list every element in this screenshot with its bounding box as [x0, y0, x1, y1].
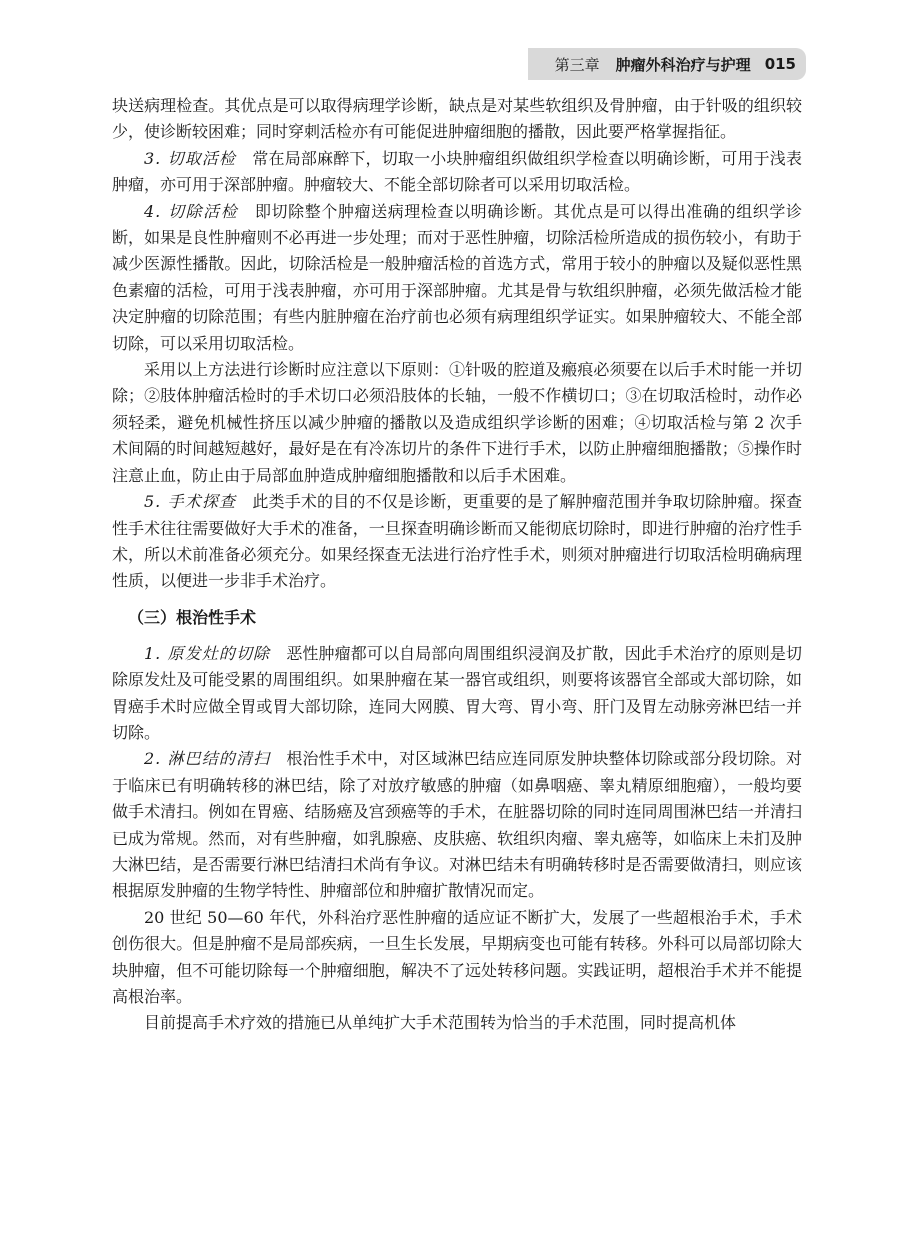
paragraph: 采用以上方法进行诊断时应注意以下原则：①针吸的腔道及瘢痕必须要在以后手术时能一并切除；②肢体肿瘤活检时的手术切口必须沿肢体的长轴，一般不作横切口；③在切取活检时，动作必须轻柔，避免机械性挤压以减少肿瘤的播散以及造成组织学诊断的困难；④切取活检与第 2 次手术间隔的时间越短越好，最好是在有冷冻切片的条件下进行手术，以防止肿瘤细胞播散；⑤操作时注意止血，防止由于局部血肿造成肿瘤细胞播散和以后手术困难。 — [112, 360, 802, 485]
paragraph — [112, 199, 802, 357]
paragraph: 块送病理检查。其优点是可以取得病理学诊断，缺点是对某些软组织及骨肿瘤，由于针吸的组织较少，使诊断较困难；同时穿刺活检亦有可能促进肿瘤细胞的播散，因此要严格掌握指征。 — [112, 96, 802, 142]
paragraph: 20 世纪 50—60 年代，外科治疗恶性肿瘤的适应证不断扩大，发展了一些超根治手术，手术创伤很大。但是肿瘤不是局部疾病，一旦生长发展，早期病变也可能有转移。外科可以局部切除大块肿瘤，但不可能切除每一个肿瘤细胞，解决不了远处转移问题。实践证明，超根治手术并不能提高根治率。 — [112, 907, 802, 1006]
item-heading: 4. 切除活检 — [144, 201, 239, 221]
paragraph — [112, 489, 802, 595]
paragraph — [112, 746, 802, 904]
running-header — [528, 48, 806, 80]
body-text — [112, 93, 802, 1037]
chapter-label: 第三章 — [554, 55, 600, 74]
item-heading: 1. 原发灶的切除 — [144, 643, 271, 663]
paragraph — [112, 641, 802, 747]
paragraph — [112, 146, 802, 199]
page-number: 015 — [764, 55, 796, 73]
paragraph-text: 恶性肿瘤都可以自局部向周围组织浸润及扩散，因此手术治疗的原则是切除原发灶及可能受累的周围组织。如果肿瘤在某一器官或组织，则要将该器官全部或大部切除，如胃癌手术时应做全胃或胃大部切除，连同大网膜、胃大弯、胃小弯、肝门及胃左动脉旁淋巴结一并切除。 — [112, 643, 802, 742]
item-heading: 5. 手术探查 — [144, 492, 237, 512]
paragraph-text: 此类手术的目的不仅是诊断，更重要的是了解肿瘤范围并争取切除肿瘤。探查性手术往往需要做好大手术的准备，一旦探查明确诊断而又能彻底切除时，即进行肿瘤的治疗性手术，所以术前准备必须充分。如果经探查无法进行治疗性手术，则须对肿瘤进行切取活检明确病理性质，以便进一步非手术治疗。 — [112, 492, 802, 591]
chapter-title: 肿瘤外科治疗与护理 — [615, 55, 751, 74]
section-heading: （三）根治性手术 — [128, 607, 257, 627]
item-heading: 3. 切取活检 — [144, 148, 237, 168]
item-heading: 2. 淋巴结的清扫 — [144, 749, 271, 769]
paragraph: 目前提高手术疗效的措施已从单纯扩大手术范围转为恰当的手术范围，同时提高机体 — [144, 1013, 737, 1033]
paragraph-text: 常在局部麻醉下，切取一小块肿瘤组织做组织学检查以明确诊断，可用于浅表肿瘤，亦可用于深部肿瘤。肿瘤较大、不能全部切除者可以采用切取活检。 — [112, 148, 802, 195]
paragraph-text: 即切除整个肿瘤送病理检查以明确诊断。其优点是可以得出准确的组织学诊断，如果是良性肿瘤则不必再进一步处理；而对于恶性肿瘤，切除活检所造成的损伤较小，有助于减少医源性播散。因此，切除活检是一般肿瘤活检的首选方式，常用于较小的肿瘤以及疑似恶性黑色素瘤的活检，可用于浅表肿瘤，亦可用于深部肿瘤。尤其是骨与软组织肿瘤，必须先做活检才能决定肿瘤的切除范围；有些内脏肿瘤在治疗前也必须有病理组织学证实。如果肿瘤较大、不能全部切除，可以采用切取活检。 — [112, 201, 802, 353]
paragraph-text: 根治性手术中，对区域淋巴结应连同原发肿块整体切除或部分段切除。对于临床已有明确转移的淋巴结，除了对放疗敏感的肿瘤（如鼻咽癌、睾丸精原细胞瘤），一般均要做手术清扫。例如在胃癌、结肠癌及宫颈癌等的手术，在脏器切除的同时连同周围淋巴结一并清扫已成为常规。然而，对有些肿瘤，如乳腺癌、皮肤癌、软组织肉瘤、睾丸癌等，如临床上未扪及肿大淋巴结，是否需要行淋巴结清扫术尚有争议。对淋巴结未有明确转移时是否需要做清扫，则应该根据原发肿瘤的生物学特性、肿瘤部位和肿瘤扩散情况而定。 — [112, 749, 802, 901]
